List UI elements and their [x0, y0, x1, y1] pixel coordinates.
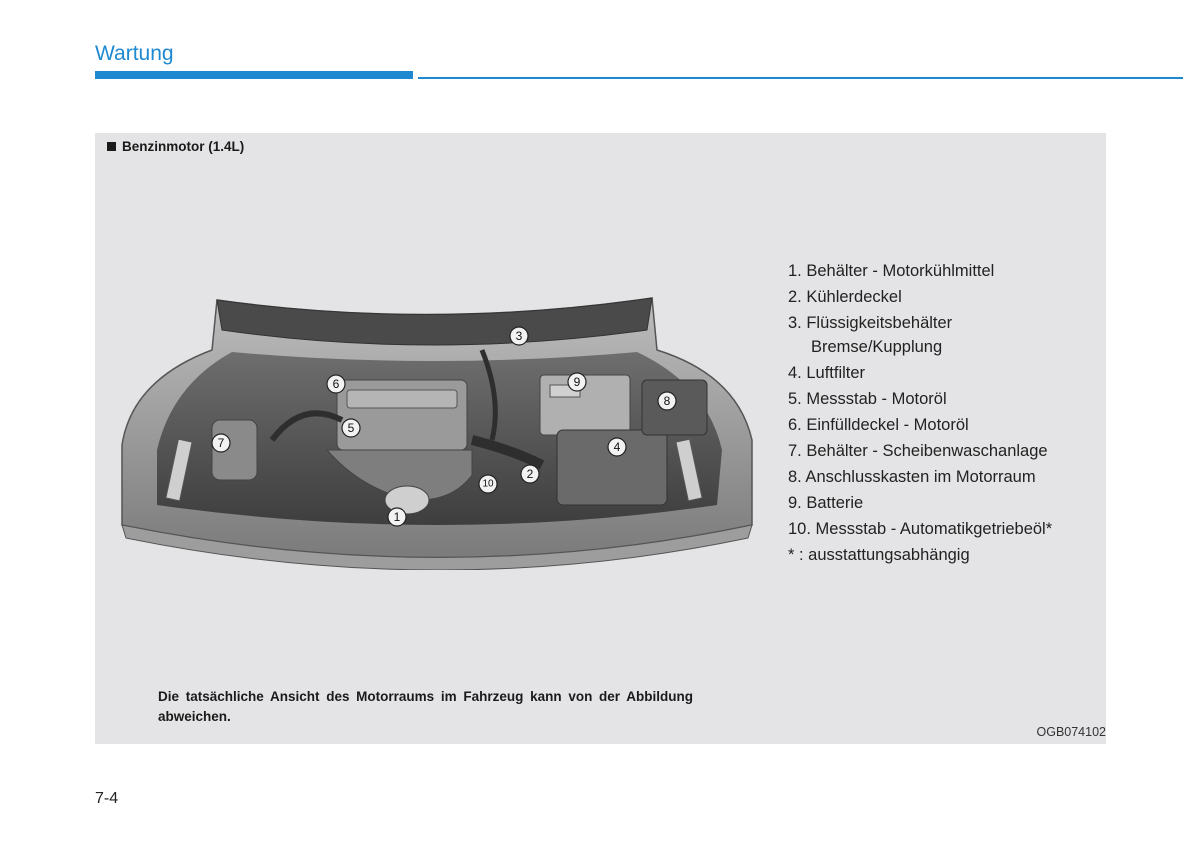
callout-6-label: 6 [332, 377, 340, 391]
section-label [107, 139, 244, 154]
bullet-square-icon [107, 142, 116, 151]
legend-item: 7. Behälter - Scheibenwaschanlage [788, 442, 1048, 460]
section-header-title: Wartung [95, 42, 174, 65]
callout-7 [212, 434, 230, 452]
legend-item [788, 314, 1052, 357]
callout-2-label: 2 [526, 467, 534, 481]
section-label-text: Benzinmotor (1.4L) [122, 139, 245, 154]
callout-9 [568, 373, 586, 391]
callout-1-label: 1 [393, 510, 401, 524]
callout-5 [342, 419, 360, 437]
legend-item: 6. Einfülldeckel - Motoröl [788, 416, 969, 434]
callout-5-label: 5 [347, 421, 355, 435]
callout-8-label: 8 [663, 394, 671, 408]
image-code: OGB074102 [1036, 725, 1106, 739]
callout-10 [479, 475, 497, 493]
callout-9-label: 9 [573, 375, 581, 389]
callout-7-label: 7 [217, 436, 225, 450]
callout-10-label: 10 [482, 478, 494, 490]
header-rule-thick [95, 71, 413, 79]
legend-item: 8. Anschlusskasten im Motorraum [788, 468, 1036, 486]
legend-item: 4. Luftfilter [788, 364, 866, 382]
callout-6 [327, 375, 345, 393]
legend-item: 2. Kühlerdeckel [788, 288, 902, 306]
callout-4 [608, 438, 626, 456]
legend-item: 1. Behälter - Motorkühlmittel [788, 262, 995, 280]
illustration-note: Die tatsächliche Ansicht des Motorraums im Fahrzeug kann von der Abbildung abweichen. [158, 689, 693, 724]
page-number: 7-4 [95, 790, 119, 807]
callout-8 [658, 392, 676, 410]
legend-item-text: 3. Flüssigkeitsbehälter [788, 314, 953, 332]
legend-item: 5. Messstab - Motoröl [788, 390, 947, 408]
engine-bay-illustration [112, 290, 762, 570]
callout-1 [388, 508, 406, 526]
legend-footnote: * : ausstattungsabhängig [788, 546, 970, 564]
callout-3-label: 3 [515, 329, 523, 343]
legend-item: 10. Messstab - Automatikgetriebeöl* [788, 520, 1053, 538]
legend-item-sub: Bremse/Kupplung [811, 338, 943, 356]
header-rule-thin [418, 77, 1183, 79]
callout-3 [510, 327, 528, 345]
parts-legend [788, 262, 1052, 572]
callout-4-label: 4 [613, 440, 621, 454]
callout-2 [521, 465, 539, 483]
legend-item: 9. Batterie [788, 494, 864, 512]
